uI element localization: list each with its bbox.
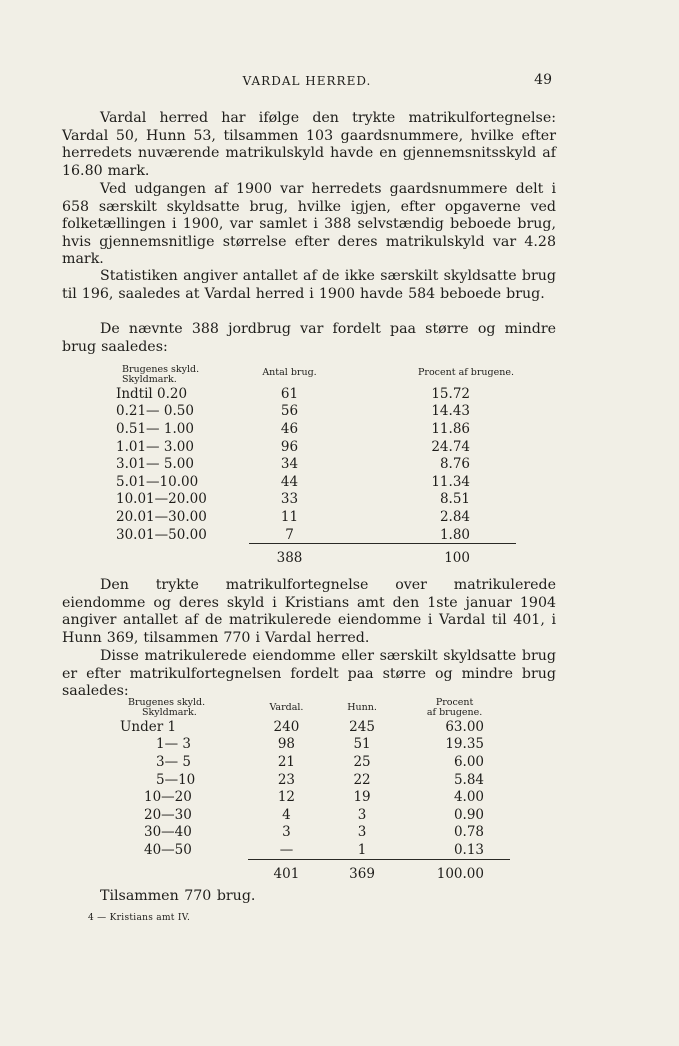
- brug-distribution-table: [116, 365, 516, 567]
- page-number: 49: [534, 72, 552, 88]
- table-row: [120, 753, 510, 771]
- skyld-range: 1.01— 3.00: [116, 438, 194, 455]
- cell-skyld: 5—10: [156, 771, 196, 788]
- cell-skyld: 10—20: [144, 789, 192, 806]
- cell-hunn: 19: [353, 789, 371, 806]
- table-row: [116, 508, 516, 526]
- paragraph-table1-intro: [62, 321, 556, 356]
- cell-hunn: 1: [357, 841, 367, 858]
- cell-vardal: 21: [277, 753, 296, 770]
- table-row: [116, 491, 516, 509]
- cell-vardal: 98: [277, 736, 296, 753]
- paragraph-statistiken: [62, 268, 556, 303]
- header-hunn: Hunn.: [347, 702, 377, 713]
- cell-procent: 8.76: [439, 456, 470, 473]
- skyld-range: 10.01—20.00: [116, 491, 207, 508]
- paragraph-text: De nævnte 388 jordbrug var fordelt paa større og mindre brug saaledes:: [62, 321, 556, 355]
- table-row: [120, 788, 510, 806]
- cell-skyld: [116, 526, 249, 544]
- paragraph-table2-intro: [62, 648, 556, 701]
- signature-footnote: 4 — Kristians amt IV.: [88, 913, 191, 923]
- paragraph-text: Vardal herred har ifølge den trykte matrikulfortegnelse: Vardal 50, Hunn 53, tilsammen 103 gaardsnummere, hvilke efter herredets nuværende matrikulskyld havde en gjennemsnitsskyld af 16.80 mark.: [62, 110, 556, 179]
- table-row: [120, 736, 510, 754]
- cell-procent: 0.78: [453, 824, 484, 841]
- cell-procent: 0.13: [453, 841, 484, 858]
- cell-skyld: 1— 3: [156, 736, 191, 753]
- header-antal: Antal brug.: [262, 367, 317, 378]
- paragraph-matrikul-intro: [62, 110, 556, 180]
- header-procent-line2: af brugene.: [426, 707, 483, 718]
- cell-skyld: [116, 403, 249, 421]
- cell-hunn: 3: [357, 824, 367, 841]
- table-row: [116, 385, 516, 403]
- cell-procent: 2.84: [439, 508, 470, 525]
- header-title: VARDAL HERRED.: [242, 74, 372, 88]
- cell-procent: 15.72: [431, 385, 470, 402]
- cell-antal: 11: [280, 508, 299, 525]
- totals-row: [120, 859, 510, 882]
- cell-antal: 44: [280, 473, 299, 490]
- cell-skyld: 30—40: [144, 824, 192, 841]
- skyld-range: Indtil 0.20: [116, 385, 188, 402]
- header-skyld-line2: Skyldmark.: [122, 374, 177, 385]
- paragraph-text: Den trykte matrikulfortegnelse over matrikulerede eiendomme og deres skyld i Kristians amt den 1ste januar 1904 angiver antallet af de matrikulerede eiendomme i Vardal til 401, i Hunn 369, tilsammen 770 i Vardal herred.: [62, 577, 556, 646]
- skyld-range: 5.01—10.00: [116, 473, 199, 490]
- cell-skyld: [116, 385, 249, 403]
- total-vardal: 401: [248, 859, 325, 882]
- table-row: [120, 806, 510, 824]
- skyld-range: 0.21— 0.50: [116, 403, 194, 420]
- running-header: [62, 74, 552, 94]
- total-antal: 388: [249, 544, 331, 567]
- header-procent-line1: Procent: [435, 697, 474, 708]
- totals-row: [116, 544, 516, 567]
- cell-vardal: 4: [282, 806, 291, 823]
- summary-total: Tilsammen 770 brug.: [100, 888, 256, 904]
- cell-vardal: 240: [273, 718, 300, 735]
- table-row: [120, 841, 510, 859]
- cell-procent: 5.84: [453, 771, 484, 788]
- cell-procent: 19.35: [445, 736, 484, 753]
- cell-procent: 63.00: [445, 718, 484, 735]
- cell-procent: 11.86: [431, 420, 470, 437]
- cell-hunn: 51: [353, 736, 371, 753]
- skyld-range: 30.01—50.00: [116, 526, 207, 543]
- paragraph-brug-1900: [62, 181, 556, 269]
- header-skyld: [120, 698, 248, 718]
- cell-vardal: 3: [282, 824, 291, 841]
- paragraph-text: Disse matrikulerede eiendomme eller særskilt skyldsatte brug er efter matrikulfortegnelsen fordelt paa større og mindre brug saaledes:: [62, 648, 556, 700]
- cell-hunn: 245: [349, 718, 375, 735]
- header-skyld-line1: Brugenes skyld.: [128, 697, 206, 708]
- table-row: [116, 420, 516, 438]
- total-procent: 100: [330, 544, 516, 567]
- header-procent: Procent af brugene.: [418, 367, 514, 378]
- cell-skyld: [116, 420, 249, 438]
- cell-blank: [116, 544, 249, 567]
- cell-procent: 24.74: [431, 438, 470, 455]
- paragraph-text: Statistiken angiver antallet af de ikke særskilt skyldsatte brug til 196, saaledes at Vardal herred i 1900 havde 584 beboede brug.: [62, 268, 556, 302]
- cell-skyld: 3— 5: [156, 753, 191, 770]
- total-procent: 100.00: [399, 859, 510, 882]
- cell-procent: 8.51: [439, 491, 470, 508]
- cell-skyld: 20—30: [144, 806, 192, 823]
- cell-antal: 56: [280, 403, 299, 420]
- cell-antal: 46: [280, 420, 299, 437]
- cell-antal: 61: [280, 385, 299, 402]
- header-procent: [399, 698, 510, 718]
- cell-vardal: 12: [277, 789, 296, 806]
- cell-skyld: [116, 473, 249, 491]
- cell-skyld: [116, 491, 249, 509]
- table-row: [116, 526, 516, 544]
- cell-antal: 7: [285, 526, 294, 543]
- cell-blank: [120, 859, 248, 882]
- cell-skyld: [116, 508, 249, 526]
- table-row: [120, 824, 510, 842]
- table-row: [116, 473, 516, 491]
- header-skyld-line1: Brugenes skyld.: [122, 364, 200, 375]
- total-hunn: 369: [325, 859, 399, 882]
- cell-procent: 1.80: [439, 526, 470, 543]
- paragraph-text: Ved udgangen af 1900 var herredets gaardsnummere delt i 658 særskilt skyldsatte brug, hvilke igjen, efter opgaverne ved folketællingen i 1900, var samlet i 388 selvstændig beboede brug, hvis gjennemsnitlige størrelse efter deres matrikulskyld var 4.28 mark.: [62, 181, 556, 268]
- skyld-range: 20.01—30.00: [116, 508, 207, 525]
- table-row: [120, 771, 510, 789]
- cell-skyld: [116, 455, 249, 473]
- cell-vardal: —: [279, 841, 294, 858]
- paragraph-matrikul-1904: [62, 577, 556, 647]
- cell-antal: 33: [280, 491, 299, 508]
- cell-procent: 11.34: [431, 473, 470, 490]
- cell-procent: 4.00: [453, 789, 484, 806]
- table-row: [116, 403, 516, 421]
- skyld-range: 0.51— 1.00: [116, 420, 194, 437]
- table-row: [120, 718, 510, 736]
- cell-hunn: 22: [353, 771, 371, 788]
- cell-antal: 96: [280, 438, 299, 455]
- table-row: [116, 438, 516, 456]
- cell-vardal: 23: [277, 771, 296, 788]
- cell-procent: 0.90: [453, 806, 484, 823]
- cell-hunn: 25: [353, 753, 371, 770]
- cell-procent: 14.43: [431, 403, 470, 420]
- header-skyld: [116, 365, 249, 385]
- cell-skyld: [116, 438, 249, 456]
- eiendomme-distribution-table: [120, 698, 510, 882]
- cell-procent: 6.00: [453, 753, 484, 770]
- skyld-range: 3.01— 5.00: [116, 456, 194, 473]
- cell-skyld: Under 1: [120, 718, 177, 735]
- table-row: [116, 455, 516, 473]
- cell-antal: 34: [280, 456, 299, 473]
- header-skyld-line2: Skyldmark.: [142, 707, 197, 718]
- cell-hunn: 3: [357, 806, 367, 823]
- cell-skyld: 40—50: [144, 842, 192, 859]
- header-vardal: Vardal.: [269, 702, 304, 713]
